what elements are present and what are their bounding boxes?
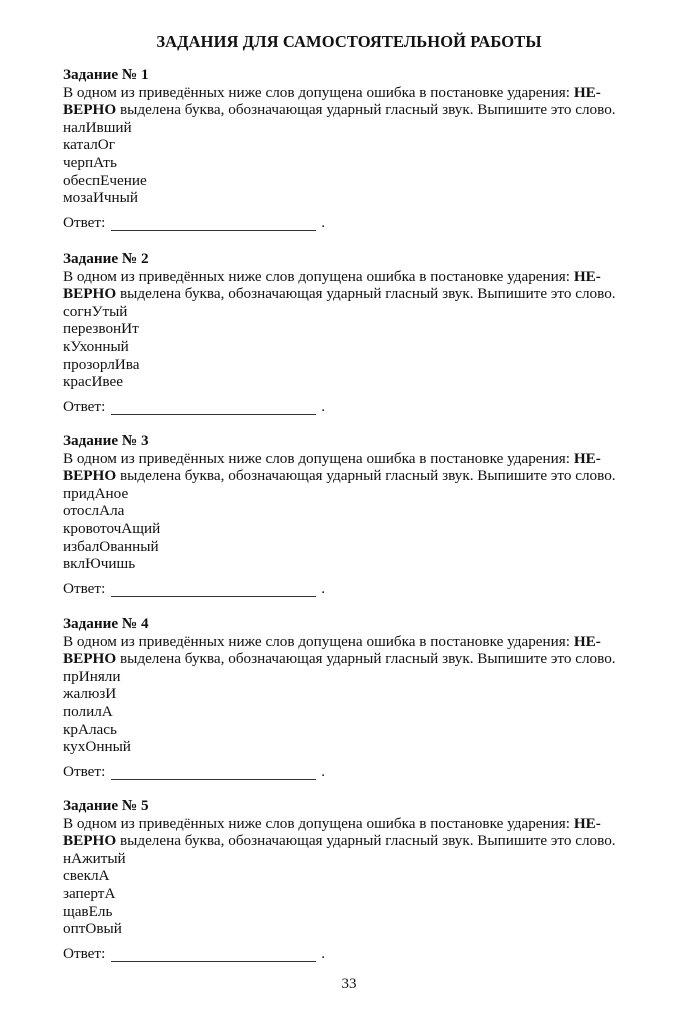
instruction-text: В одном из приведённых ниже слов допущена ошибка в постановке ударения: [63,814,574,832]
word-option: кУхонный [63,337,129,355]
word-option: перезвонИт [63,320,139,338]
instruction-text: выделена буква, обозначающая ударный гласный звук. Выпишите это слово. [116,285,616,303]
task-5 [63,797,641,962]
answer-field[interactable] [111,766,316,780]
task-1 [63,66,641,231]
answer-row [63,214,641,232]
instruction-text: В одном из приведённых ниже слов допущена ошибка в постановке ударения: [63,83,574,101]
instruction-bold: НЕ- [573,449,601,467]
task-instruction [63,633,641,668]
answer-field[interactable] [111,583,316,597]
word-option: жалюзИ [63,685,117,703]
word-option: запертА [63,884,116,902]
word-option: налИвший [63,118,132,136]
answer-label: Ответ: [63,213,106,231]
word-option: мозаИчный [63,189,139,207]
instruction-text: В одном из приведённых ниже слов допущена ошибка в постановке ударения: [63,267,574,285]
instruction-text: выделена буква, обозначающая ударный гласный звук. Выпишите это слово. [116,650,616,668]
instruction-bold: ВЕРНО [63,101,117,119]
word-option: кухОнный [63,738,131,756]
word-option: черпАть [63,153,117,171]
word-option: избалОванный [63,537,159,555]
answer-row [63,398,641,416]
word-option: обеспЕчение [63,171,147,189]
instruction-bold: НЕ- [573,267,601,285]
task-instruction [63,815,641,850]
page-number: 33 [341,976,357,992]
word-option: оптОвый [63,920,122,938]
answer-field[interactable] [111,401,316,415]
word-option: каталОг [63,136,115,154]
word-option: щавЕль [63,902,113,920]
instruction-text: выделена буква, обозначающая ударный гласный звук. Выпишите это слово. [116,101,616,119]
word-option: вклЮчишь [63,555,136,573]
answer-field[interactable] [111,948,316,962]
word-option: отослАла [63,502,125,520]
word-option: согнУтый [63,302,128,320]
task-4 [63,615,641,780]
word-option: свеклА [63,867,110,885]
answer-period: . [321,944,326,962]
answer-label: Ответ: [63,579,106,597]
answer-period: . [321,579,326,597]
instruction-bold: НЕ- [573,83,601,101]
answer-row [63,763,641,781]
answer-row [63,580,641,598]
answer-row [63,945,641,963]
instruction-bold: ВЕРНО [63,650,117,668]
instruction-bold: ВЕРНО [63,467,117,485]
answer-label: Ответ: [63,944,106,962]
answer-period: . [321,762,326,780]
task-heading: Задание № 3 [63,432,149,449]
page-title: ЗАДАНИЯ ДЛЯ САМОСТОЯТЕЛЬНОЙ РАБОТЫ [156,32,542,51]
instruction-bold: ВЕРНО [63,832,117,850]
answer-period: . [321,397,326,415]
word-option: придАное [63,484,129,502]
task-2 [63,250,641,415]
task-instruction [63,84,641,119]
task-heading: Задание № 1 [63,66,149,83]
word-option: прИняли [63,667,121,685]
instruction-text: В одном из приведённых ниже слов допущена ошибка в постановке ударения: [63,632,574,650]
instruction-text: выделена буква, обозначающая ударный гласный звук. Выпишите это слово. [116,467,616,485]
instruction-bold: ВЕРНО [63,285,117,303]
word-option: красИвее [63,373,123,391]
task-heading: Задание № 5 [63,797,149,814]
answer-label: Ответ: [63,397,106,415]
word-option: полилА [63,702,113,720]
word-option: крАлась [63,720,117,738]
task-3 [63,432,641,597]
instruction-bold: НЕ- [573,632,601,650]
task-heading: Задание № 4 [63,615,149,632]
answer-field[interactable] [111,217,316,231]
task-instruction [63,268,641,303]
task-heading: Задание № 2 [63,250,149,267]
instruction-text: В одном из приведённых ниже слов допущена ошибка в постановке ударения: [63,449,574,467]
word-option: кровоточАщий [63,519,161,537]
instruction-text: выделена буква, обозначающая ударный гласный звук. Выпишите это слово. [116,832,616,850]
instruction-bold: НЕ- [573,814,601,832]
task-instruction [63,450,641,485]
word-option: прозорлИва [63,355,140,373]
answer-period: . [321,213,326,231]
word-option: нАжитый [63,849,126,867]
answer-label: Ответ: [63,762,106,780]
